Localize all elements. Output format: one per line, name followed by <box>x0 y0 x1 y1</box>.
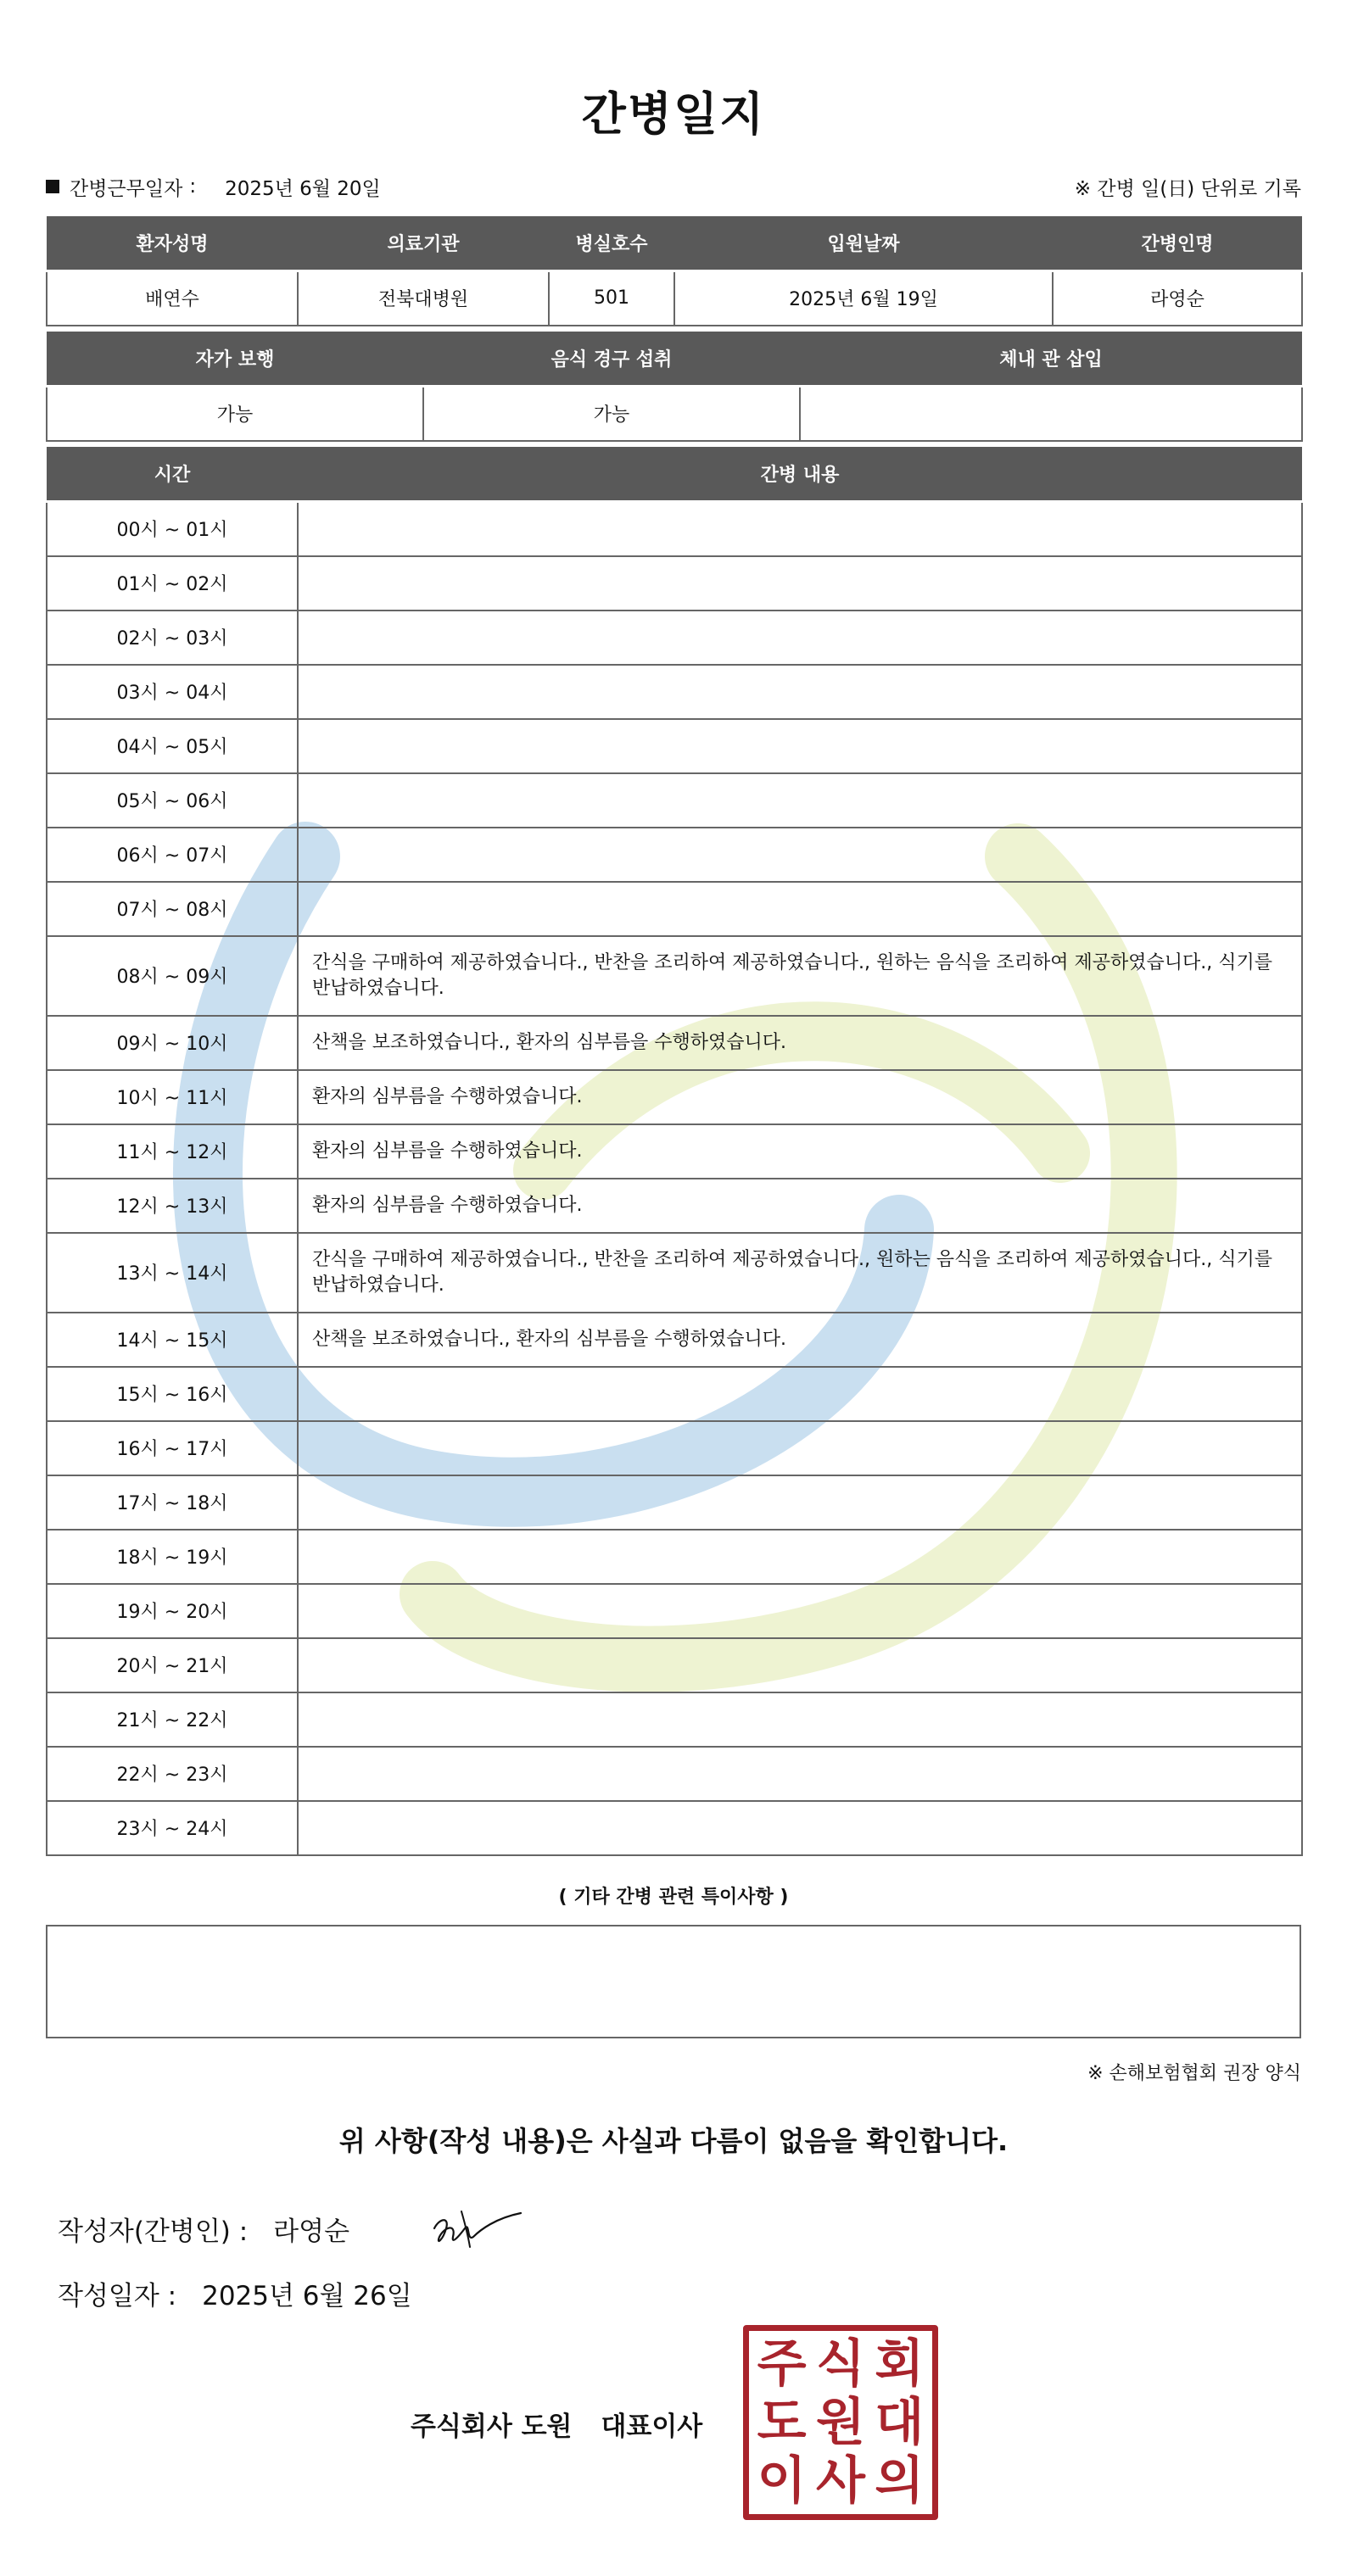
association-note: ※ 손해보험협회 권장 양식 <box>1087 2063 1301 2084</box>
care-log-time: 16시 ~ 17시 <box>47 1421 298 1475</box>
care-log-time: 14시 ~ 15시 <box>47 1313 298 1367</box>
caregiver-name: 라영순 <box>1053 271 1302 326</box>
work-date-value: 2025년 6월 20일 <box>225 177 381 200</box>
work-date-row <box>46 170 1301 204</box>
seal-characters <box>752 2334 929 2511</box>
patient-info-value-row <box>47 271 1302 326</box>
header-room-number: 병실호수 <box>549 215 674 271</box>
care-log-time: 18시 ~ 19시 <box>47 1530 298 1584</box>
care-log-time: 08시 ~ 09시 <box>47 936 298 1016</box>
care-log-row <box>47 1313 1302 1367</box>
oral-intake-value: 가능 <box>423 387 800 441</box>
header-care-content: 간병 내용 <box>298 446 1302 502</box>
patient-name: 배연수 <box>47 271 298 326</box>
tube-insertion-value <box>800 387 1302 441</box>
company-seal-stamp <box>743 2325 938 2520</box>
care-log-row <box>47 556 1302 611</box>
care-log-time: 13시 ~ 14시 <box>47 1233 298 1313</box>
company-name: 주식회사 도원 <box>411 2412 573 2442</box>
care-log-content <box>298 773 1302 828</box>
care-log-time: 22시 ~ 23시 <box>47 1747 298 1801</box>
care-log-time: 09시 ~ 10시 <box>47 1016 298 1070</box>
care-log-content <box>298 1747 1302 1801</box>
care-log-row <box>47 1016 1302 1070</box>
care-log-header-row <box>47 446 1302 502</box>
seal-character: 대 <box>875 2392 925 2452</box>
self-walking-value: 가능 <box>47 387 423 441</box>
seal-character: 도 <box>757 2392 807 2452</box>
work-date <box>46 173 381 201</box>
room-number: 501 <box>549 271 674 326</box>
work-date-label: 간병근무일자 <box>70 177 183 200</box>
written-date: 2025년 6월 26일 <box>202 2281 412 2311</box>
care-log-row <box>47 1179 1302 1233</box>
seal-character: 원 <box>816 2392 865 2452</box>
handwritten-signature <box>428 2203 538 2254</box>
care-log-content <box>298 1367 1302 1421</box>
care-log-time: 01시 ~ 02시 <box>47 556 298 611</box>
remarks-title: ( 기타 간병 관련 특이사항 ) <box>558 1887 789 1908</box>
care-log-row <box>47 1475 1302 1530</box>
care-log-content: 환자의 심부름을 수행하였습니다. <box>298 1179 1302 1233</box>
remarks-box <box>46 1925 1301 2038</box>
care-log-row <box>47 1638 1302 1692</box>
seal-character: 회 <box>875 2333 925 2394</box>
seal-character: 이 <box>757 2451 807 2512</box>
care-log-content <box>298 665 1302 719</box>
square-bullet-icon <box>46 180 59 193</box>
care-log-row <box>47 1421 1302 1475</box>
care-log-row <box>47 882 1302 936</box>
care-log-row <box>47 719 1302 773</box>
care-log-content <box>298 1638 1302 1692</box>
care-log-row <box>47 611 1302 665</box>
care-log-content: 환자의 심부름을 수행하였습니다. <box>298 1070 1302 1124</box>
care-log-content <box>298 556 1302 611</box>
care-log-time: 20시 ~ 21시 <box>47 1638 298 1692</box>
care-log-body <box>47 502 1302 1855</box>
care-log-content <box>298 719 1302 773</box>
care-log-time: 05시 ~ 06시 <box>47 773 298 828</box>
care-log-content <box>298 1475 1302 1530</box>
seal-character: 의 <box>875 2451 925 2512</box>
care-log-content: 산책을 보조하였습니다., 환자의 심부름을 수행하였습니다. <box>298 1016 1302 1070</box>
written-date-row <box>58 2274 412 2312</box>
care-log-content <box>298 828 1302 882</box>
header-caregiver-name: 간병인명 <box>1053 215 1302 271</box>
header-hospital: 의료기관 <box>298 215 549 271</box>
care-log-content <box>298 1692 1302 1747</box>
care-log-time: 07시 ~ 08시 <box>47 882 298 936</box>
care-log-row <box>47 1801 1302 1855</box>
written-date-label: 작성일자 : <box>58 2281 177 2311</box>
seal-character: 주 <box>757 2333 807 2394</box>
document-title: 간병일지 <box>581 87 766 141</box>
seal-character: 사 <box>816 2451 865 2512</box>
care-log-content <box>298 882 1302 936</box>
writer-row <box>58 2210 349 2248</box>
seal-character: 식 <box>816 2333 865 2394</box>
header-patient-name: 환자성명 <box>47 215 298 271</box>
care-log-time: 19시 ~ 20시 <box>47 1584 298 1638</box>
hospital-name: 전북대병원 <box>298 271 549 326</box>
care-log-content: 간식을 구매하여 제공하였습니다., 반찬을 조리하여 제공하였습니다., 원하는 음식을 조리하여 제공하였습니다., 식기를 반납하였습니다. <box>298 1233 1302 1313</box>
patient-info-header-row <box>47 215 1302 271</box>
care-log-row <box>47 1233 1302 1313</box>
care-log-row <box>47 1367 1302 1421</box>
care-log-time: 11시 ~ 12시 <box>47 1124 298 1179</box>
header-oral-intake: 음식 경구 섭취 <box>423 331 800 387</box>
patient-info-table <box>46 214 1303 326</box>
care-log-content <box>298 1530 1302 1584</box>
header-time: 시간 <box>47 446 298 502</box>
care-log-row <box>47 665 1302 719</box>
status-value-row <box>47 387 1302 441</box>
care-log-row <box>47 1692 1302 1747</box>
header-self-walking: 자가 보행 <box>47 331 423 387</box>
care-log-row <box>47 1124 1302 1179</box>
care-log-content <box>298 1801 1302 1855</box>
care-log-row <box>47 502 1302 556</box>
care-log-row <box>47 1070 1302 1124</box>
care-log-content <box>298 611 1302 665</box>
care-log-row <box>47 1584 1302 1638</box>
care-log-time: 17시 ~ 18시 <box>47 1475 298 1530</box>
care-log-row <box>47 1530 1302 1584</box>
care-log-content: 간식을 구매하여 제공하였습니다., 반찬을 조리하여 제공하였습니다., 원하는 음식을 조리하여 제공하였습니다., 식기를 반납하였습니다. <box>298 936 1302 1016</box>
care-log-row <box>47 936 1302 1016</box>
representative-title: 대표이사 <box>601 2412 703 2442</box>
patient-status-table <box>46 329 1303 442</box>
header-tube-insertion: 체내 관 삽입 <box>800 331 1302 387</box>
care-log-time: 02시 ~ 03시 <box>47 611 298 665</box>
header-admission-date: 입원날짜 <box>674 215 1053 271</box>
care-log-time: 03시 ~ 04시 <box>47 665 298 719</box>
care-log-time: 23시 ~ 24시 <box>47 1801 298 1855</box>
care-log-table <box>46 444 1303 1856</box>
care-log-row <box>47 773 1302 828</box>
care-log-content: 환자의 심부름을 수행하였습니다. <box>298 1124 1302 1179</box>
status-header-row <box>47 331 1302 387</box>
care-log-time: 21시 ~ 22시 <box>47 1692 298 1747</box>
care-log-content <box>298 1584 1302 1638</box>
care-log-time: 04시 ~ 05시 <box>47 719 298 773</box>
care-log-time: 15시 ~ 16시 <box>47 1367 298 1421</box>
writer-label: 작성자(간병인) : <box>58 2216 249 2247</box>
company-signoff <box>411 2405 702 2443</box>
confirmation-statement: 위 사항(작성 내용)은 사실과 다름이 없음을 확인합니다. <box>338 2125 1009 2157</box>
work-date-separator: : <box>189 176 197 198</box>
care-log-time: 12시 ~ 13시 <box>47 1179 298 1233</box>
care-log-content <box>298 502 1302 556</box>
care-log-row <box>47 1747 1302 1801</box>
care-log-time: 06시 ~ 07시 <box>47 828 298 882</box>
care-log-content <box>298 1421 1302 1475</box>
daily-record-note: ※ 간병 일(日) 단위로 기록 <box>1074 177 1301 200</box>
care-log-time: 10시 ~ 11시 <box>47 1070 298 1124</box>
care-log-row <box>47 828 1302 882</box>
admission-date: 2025년 6월 19일 <box>674 271 1053 326</box>
writer-name: 라영순 <box>273 2216 350 2247</box>
care-log-content: 산책을 보조하였습니다., 환자의 심부름을 수행하였습니다. <box>298 1313 1302 1367</box>
care-log-time: 00시 ~ 01시 <box>47 502 298 556</box>
